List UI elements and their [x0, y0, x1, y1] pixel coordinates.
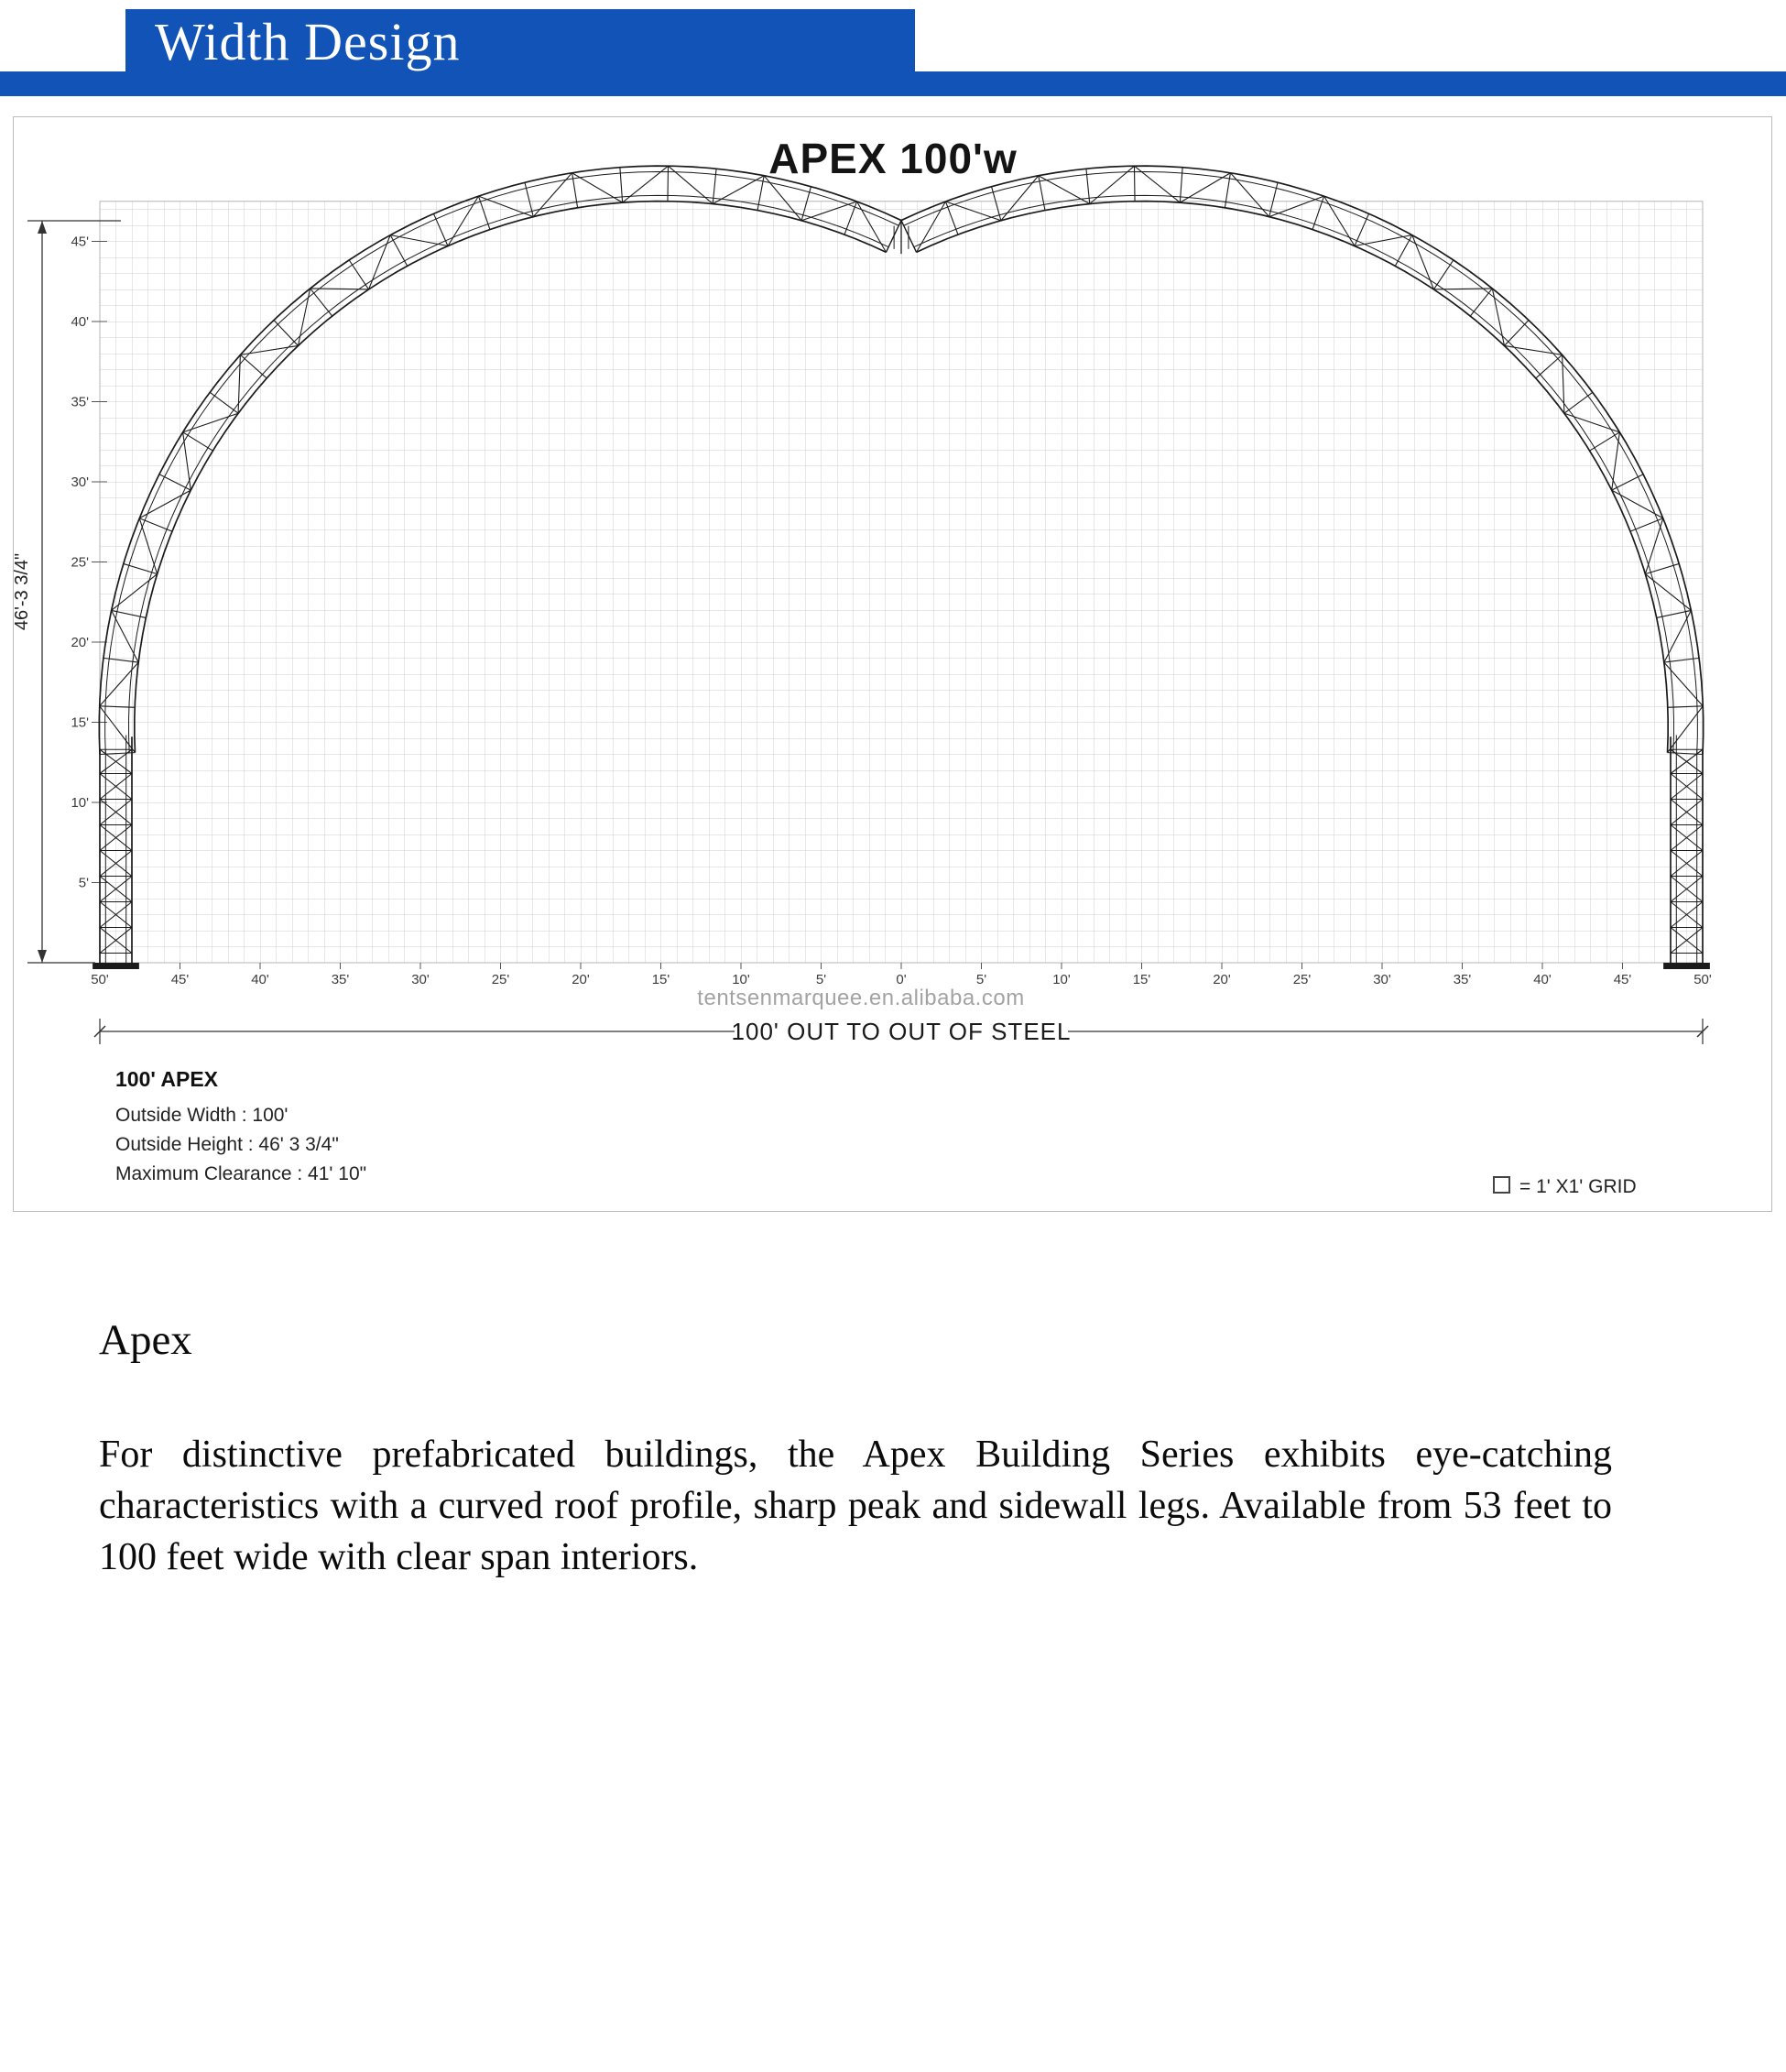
axis-tick-label: 15' [71, 714, 89, 731]
spec-outside-width: Outside Width : 100' [115, 1105, 289, 1126]
spec-outside-height: Outside Height : 46' 3 3/4" [115, 1134, 339, 1155]
axis-tick-label: 5' [78, 875, 89, 891]
axis-tick-label: 45' [71, 234, 89, 250]
axis-tick-label: 5' [975, 972, 987, 987]
grid-square-icon [1493, 1176, 1510, 1194]
width-dimension-label: 100' OUT TO OUT OF STEEL [731, 1018, 1072, 1045]
axis-tick-label: 45' [1613, 972, 1632, 987]
axis-tick-label: 50' [1693, 972, 1712, 987]
spec-max-clearance: Maximum Clearance : 41' 10" [115, 1163, 367, 1184]
axis-tick-label: 40' [71, 314, 89, 330]
width-dimension [94, 1018, 1708, 1045]
axis-tick-label: 35' [331, 972, 350, 987]
grid-legend [1493, 1176, 1637, 1198]
spec-title: 100' APEX [115, 1067, 219, 1091]
grid-legend-label: = 1' X1' GRID [1519, 1176, 1637, 1197]
axis-tick-label: 45' [170, 972, 190, 987]
height-dimension-label: 46'-3 3/4" [12, 552, 32, 631]
axis-tick-label: 10' [732, 972, 750, 987]
axis-tick-label: 10' [71, 795, 89, 811]
axis-tick-label: 40' [1533, 972, 1552, 987]
axis-tick-label: 20' [1213, 972, 1231, 987]
axis-tick-label: 30' [1373, 972, 1391, 987]
axis-tick-label: 35' [71, 394, 89, 410]
axis-tick-label: 35' [1453, 972, 1472, 987]
axis-tick-label: 25' [491, 972, 510, 987]
axis-tick-label: 0' [896, 972, 907, 987]
grid [100, 202, 1703, 963]
header-band-strip [0, 71, 1786, 96]
spec-block [115, 1064, 366, 1189]
axis-tick-label: 15' [651, 972, 670, 987]
diagram-title: APEX 100'w [768, 135, 1018, 182]
axis-tick-label: 25' [1292, 972, 1312, 987]
axis-tick-label: 50' [91, 972, 109, 987]
axis-tick-label: 30' [411, 972, 430, 987]
article-body: For distinctive prefabricated buildings, the Apex Building Series exhibits eye-catching characteristics with a curved roof profile, sharp peak and sidewall legs. Available from 53 feet to 100 feet wide with clear span interiors. [99, 1434, 1612, 1578]
axis-tick-label: 10' [1052, 972, 1071, 987]
axis-tick-label: 20' [572, 972, 590, 987]
apex-truss-diagram [0, 115, 1786, 1205]
axis-tick-label: 5' [815, 972, 827, 987]
axis-tick-label: 30' [71, 474, 89, 490]
axis-tick-label: 40' [251, 972, 269, 987]
axis-tick-label: 20' [71, 635, 89, 650]
axis-tick-label: 25' [71, 554, 89, 571]
article-heading: Apex [99, 1316, 192, 1364]
watermark: tentsenmarquee.en.alibaba.com [697, 986, 1025, 1010]
header-title: Width Design [125, 9, 915, 73]
axis-tick-label: 15' [1132, 972, 1151, 987]
